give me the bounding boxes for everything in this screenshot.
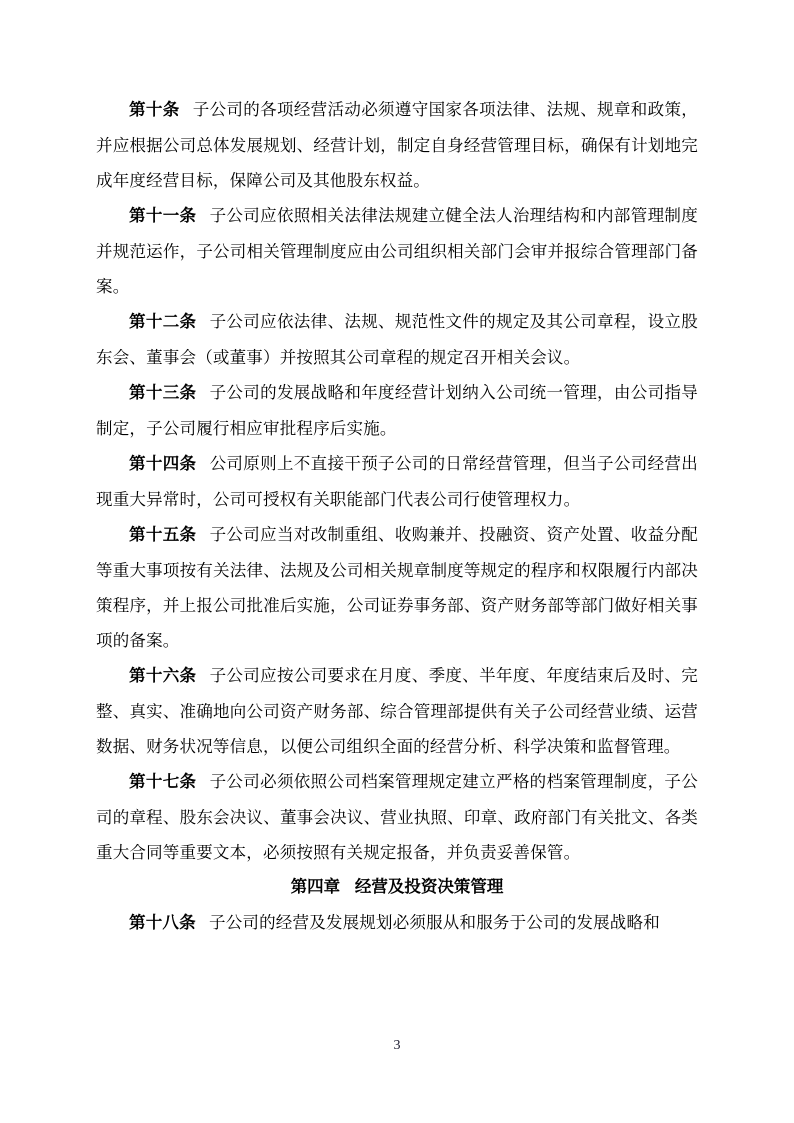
chapter-number: 第四章	[290, 878, 341, 896]
article-text: 子公司的发展战略和年度经营计划纳入公司统一管理，由公司指导制定，子公司履行相应审批程序后实施。	[96, 383, 698, 438]
article-text: 子公司应依法律、法规、规范性文件的规定及其公司章程，设立股东会、董事会（或董事）并按照其公司章程的规定召开相关会议。	[96, 312, 698, 367]
article-text: 子公司必须依照公司档案管理规定建立严格的档案管理制度，子公司的章程、股东会决议、董事会决议、营业执照、印章、政府部门有关批文、各类重大合同等重要文本，必须按照有关规定报备，并负责妥善保管。	[96, 772, 698, 862]
article-paragraph	[96, 905, 698, 941]
article-text: 子公司的各项经营活动必须遵守国家各项法律、法规、规章和政策，并应根据公司总体发展规划、经营计划，制定自身经营管理目标，确保有计划地完成年度经营目标，保障公司及其他股东权益。	[96, 100, 698, 190]
article-text: 子公司应依照相关法律法规建立健全法人治理结构和内部管理制度并规范运作，子公司相关管理制度应由公司组织相关部门会审并报综合管理部门备案。	[96, 206, 698, 296]
article-text: 子公司应按公司要求在月度、季度、半年度、年度结束后及时、完整、真实、准确地向公司资产财务部、综合管理部提供有关子公司经营业绩、运营数据、财务状况等信息，以便公司组织全面的经营分析、科学决策和监督管理。	[96, 666, 698, 756]
article-paragraph	[96, 375, 698, 446]
article-text: 子公司的经营及发展规划必须服从和服务于公司的发展战略和	[209, 913, 660, 932]
article-text: 子公司应当对改制重组、收购兼并、投融资、资产处置、收益分配等重大事项按有关法律、法规及公司相关规章制度等规定的程序和权限履行内部决策程序，并上报公司批准后实施，公司证券事务部、资产财务部等部门做好相关事项的备案。	[96, 525, 698, 650]
document-body	[96, 92, 698, 941]
article-number: 第十六条	[129, 667, 197, 685]
article-number: 第十四条	[129, 455, 197, 473]
article-paragraph	[96, 198, 698, 304]
article-paragraph	[96, 446, 698, 517]
article-paragraph	[96, 764, 698, 870]
article-paragraph	[96, 304, 698, 375]
page-number: 3	[393, 1038, 401, 1053]
article-number: 第十五条	[129, 526, 197, 544]
article-number: 第十七条	[129, 773, 197, 791]
article-paragraph	[96, 92, 698, 198]
chapter-heading	[96, 870, 698, 905]
article-number: 第十条	[129, 101, 180, 119]
article-number: 第十八条	[129, 914, 196, 932]
article-number: 第十一条	[129, 207, 197, 225]
article-text: 公司原则上不直接干预子公司的日常经营管理，但当子公司经营出现重大异常时，公司可授权有关职能部门代表公司行使管理权力。	[96, 454, 698, 509]
chapter-title: 经营及投资决策管理	[354, 878, 504, 896]
article-paragraph	[96, 517, 698, 658]
article-paragraph	[96, 658, 698, 764]
article-number: 第十二条	[129, 313, 197, 331]
article-number: 第十三条	[129, 384, 197, 402]
